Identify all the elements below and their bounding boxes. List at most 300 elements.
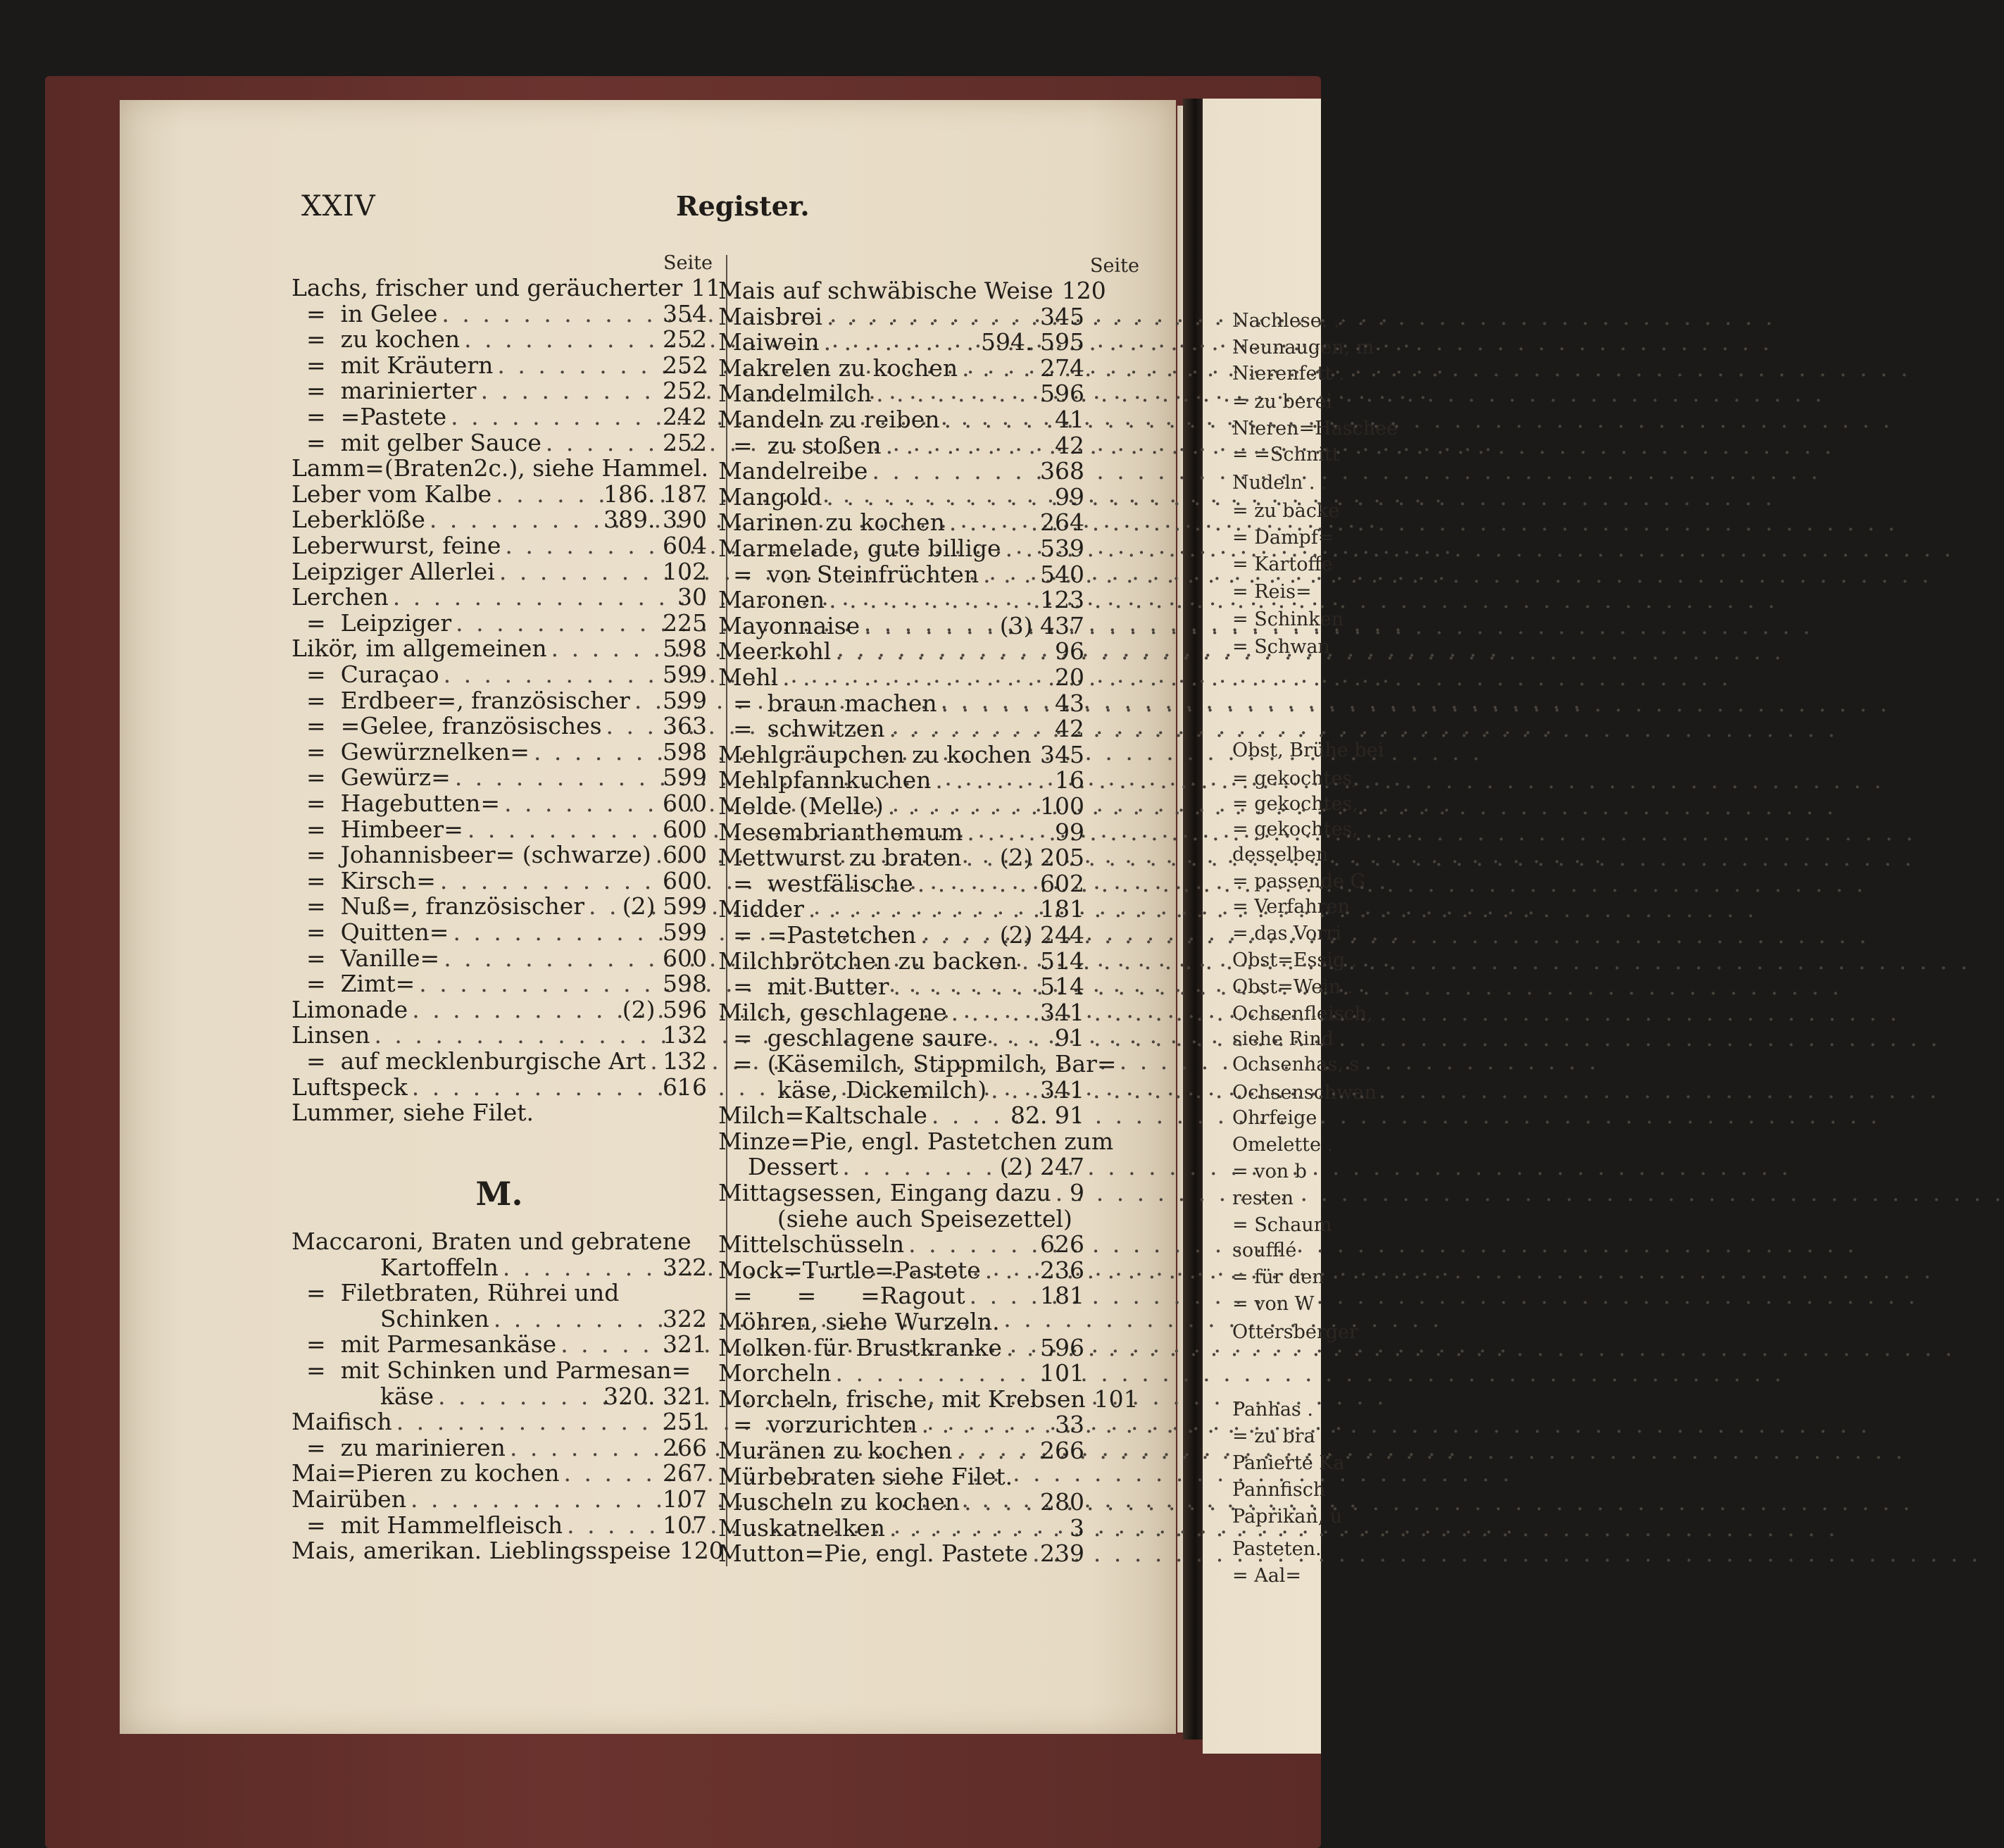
entry-page-ref: 389. 390 <box>603 506 707 534</box>
entry-label: = Johannisbeer= (schwarze) <box>292 841 651 869</box>
leader-dots <box>444 947 658 970</box>
entry-page-ref: 600 <box>663 944 707 972</box>
entry-label: = auf mecklenburgische Art <box>292 1047 646 1075</box>
entry-label: Mock=Turtle=Pastete <box>718 1256 981 1284</box>
next-page-line: = für den <box>1232 1266 1324 1288</box>
leader-dots <box>494 1307 658 1330</box>
entry-label: = geschlagene saure <box>718 1024 988 1052</box>
index-entry <box>292 789 707 817</box>
page-title: Register. <box>676 190 810 222</box>
index-entry <box>292 534 707 557</box>
entry-label: käse <box>292 1382 434 1410</box>
entry-page-ref: 9 <box>1070 1179 1084 1206</box>
leader-dots <box>419 972 658 995</box>
entry-page-ref: 539 <box>1040 535 1084 562</box>
leader-dots <box>951 1001 1036 1024</box>
entry-page-ref: 341 <box>1040 998 1084 1026</box>
entry-page-ref: 600 <box>663 841 707 869</box>
next-page-line: Obst=Wein . <box>1232 976 1353 998</box>
index-entry <box>292 1433 707 1461</box>
next-page-line: Ohrfeige <box>1232 1107 1317 1129</box>
leader-dots <box>824 330 977 354</box>
entry-label: = Zimt= <box>292 970 415 998</box>
index-entry <box>718 1127 1114 1155</box>
leader-dots <box>957 1439 1036 1462</box>
entry-label: Mehlgräupchen zu kochen <box>718 740 1032 768</box>
index-entry <box>292 1382 707 1410</box>
index-entry <box>292 274 721 301</box>
leader-dots <box>503 1256 658 1279</box>
index-entry <box>292 737 707 766</box>
next-page-line: Pasteten. <box>1232 1538 1322 1560</box>
leader-dots <box>964 1490 1036 1513</box>
entry-page-ref: 41 <box>1055 406 1084 433</box>
next-page-line: desselben <box>1232 844 1329 866</box>
next-page-line: Panhas . <box>1232 1399 1313 1421</box>
next-page-line: Nieren=Haschee <box>1232 418 1398 439</box>
entry-label: = Vanille= <box>292 944 440 972</box>
entry-label: Makrelen zu kochen <box>718 354 958 382</box>
next-page-line: resten <box>1232 1187 1294 1209</box>
index-entry <box>718 1204 1084 1232</box>
index-entry <box>718 1075 1084 1104</box>
entry-label: Maiwein <box>718 328 820 356</box>
entry-label: Maccaroni, Braten und gebratene <box>292 1228 691 1255</box>
entry-label: Lummer, siehe Filet. <box>292 1099 534 1127</box>
leader-dots <box>918 872 1036 895</box>
entry-page-ref: 596 <box>1040 380 1084 408</box>
entry-page-ref: 341 <box>1040 1075 1084 1104</box>
entry-page-ref: 598 <box>663 635 707 663</box>
index-entry <box>718 1282 1084 1310</box>
entry-page-ref: 320. 321 <box>603 1382 707 1410</box>
index-entry <box>718 1024 1084 1052</box>
leader-dots <box>411 1487 658 1511</box>
leader-dots <box>438 1385 599 1408</box>
index-entry <box>292 1253 707 1281</box>
leader-dots <box>567 1513 658 1537</box>
entry-label: Mesembrianthemum <box>718 818 963 846</box>
entry-page-ref: 594. 595 <box>981 328 1084 356</box>
entry-label: Mairüben <box>292 1485 406 1513</box>
index-entry <box>292 763 707 792</box>
entry-label: Mettwurst zu braten <box>718 844 962 872</box>
entry-label: Mai=Pieren zu kochen <box>292 1459 560 1487</box>
leader-dots <box>505 534 658 557</box>
entry-label: Mangold <box>718 482 822 511</box>
index-entry <box>718 973 1084 1001</box>
entry-page-ref: 42 <box>1055 431 1084 459</box>
entry-page-ref: 280 <box>1040 1488 1084 1516</box>
entry-page-ref: 251 <box>663 1408 707 1436</box>
entry-label: Midder <box>718 895 804 923</box>
entry-page-ref: 599 <box>663 918 707 946</box>
index-entry <box>292 866 707 894</box>
leader-dots <box>970 1284 1036 1307</box>
leader-dots <box>991 1026 1051 1049</box>
index-entry <box>292 377 707 405</box>
leader-dots <box>949 511 1036 534</box>
entry-label: Muskatnelken <box>718 1513 886 1542</box>
index-entry <box>292 557 707 585</box>
index-entry <box>718 560 1084 588</box>
leader-dots <box>396 1410 658 1433</box>
entry-label: Dessert <box>718 1153 839 1181</box>
index-entry <box>718 302 1084 330</box>
next-page-line: Nudeln . . <box>1232 472 1327 494</box>
entry-page-ref: 600 <box>663 866 707 894</box>
index-entry <box>718 1439 1084 1462</box>
index-entry <box>292 1049 707 1073</box>
entry-page-ref: 225 <box>663 608 707 637</box>
entry-label: = schwitzen <box>718 715 885 743</box>
leader-dots <box>453 920 658 944</box>
entry-page-ref: (2) 244 <box>999 921 1084 949</box>
index-entry <box>718 1513 1084 1542</box>
leader-dots <box>1006 537 1036 560</box>
entry-page-ref: (2) 247 <box>999 1153 1084 1181</box>
leader-dots <box>962 356 1036 380</box>
entry-page-ref: 514 <box>1040 947 1084 975</box>
leader-dots <box>496 482 599 506</box>
entry-label: Mais auf schwäbische Weise <box>718 277 1053 304</box>
index-entry <box>718 508 1084 537</box>
entry-page-ref: 120 <box>679 1537 724 1565</box>
index-entry <box>292 970 707 998</box>
leader-dots <box>894 975 1036 998</box>
leader-dots <box>922 1413 1051 1436</box>
index-entry <box>718 277 1106 304</box>
index-entry <box>292 405 707 428</box>
leader-dots <box>782 666 1051 689</box>
leader-dots <box>430 508 599 531</box>
leader-dots <box>872 459 1036 482</box>
leader-dots <box>464 327 658 351</box>
index-entry <box>292 1461 707 1485</box>
next-page-line: = Kartoffe <box>1232 554 1333 575</box>
leader-dots <box>920 923 996 947</box>
index-entry <box>718 457 1084 485</box>
leader-dots <box>827 305 1036 328</box>
entry-page-ref: 274 <box>1040 354 1084 382</box>
entry-page-ref: 599 <box>663 763 707 792</box>
entry-page-ref: 20 <box>1055 663 1084 691</box>
entry-page-ref: 598 <box>663 970 707 998</box>
entry-page-ref: 107 <box>663 1511 707 1539</box>
leader-dots <box>1006 1336 1036 1359</box>
entry-label: Lerchen <box>292 583 389 611</box>
entry-label: = Gewürz= <box>292 763 451 792</box>
entry-label: Kartoffeln <box>292 1253 499 1281</box>
entry-label: Maifisch <box>292 1408 392 1436</box>
entry-page-ref: 82. 91 <box>1010 1101 1084 1130</box>
entry-label: Muscheln zu kochen <box>718 1488 960 1516</box>
next-page-line: = zu berei <box>1232 391 1333 413</box>
entry-label: Minze=Pie, engl. Pastetchen zum <box>718 1127 1114 1155</box>
entry-label: = Kirsch= <box>292 866 436 894</box>
index-entry <box>718 1540 1084 1568</box>
entry-page-ref: 264 <box>1040 508 1084 537</box>
next-page-line: = Reis= <box>1232 581 1312 603</box>
entry-label: = (Käsemilch, Stippmilch, Bar= <box>718 1050 1117 1078</box>
index-entry <box>292 1356 707 1384</box>
entry-label: Lachs, frischer und geräucherter <box>292 274 683 301</box>
entry-page-ref: 107 <box>663 1485 707 1513</box>
index-entry <box>718 1153 1084 1181</box>
leader-dots <box>497 354 658 377</box>
next-page-line: = Verfahren <box>1232 896 1350 918</box>
next-page-line: = passende G <box>1232 870 1366 892</box>
index-entry <box>292 1304 707 1332</box>
entry-label: Molken für Brustkranke <box>718 1333 1002 1361</box>
entry-page-ref: 599 <box>663 661 707 688</box>
next-page-line: Panierte Ka <box>1232 1452 1345 1474</box>
page-number: XXIV <box>301 190 376 223</box>
entry-label: Milch=Kaltschale <box>718 1101 927 1130</box>
next-page-line: Nachlese. . <box>1232 310 1340 332</box>
section-letter: M. <box>475 1175 523 1213</box>
leader-dots <box>481 379 658 402</box>
left-column-heading: Seite <box>663 252 713 274</box>
next-page-line: = gekochtes, <box>1232 793 1358 815</box>
entry-page-ref: 239 <box>1040 1540 1084 1568</box>
leader-dots <box>455 766 658 789</box>
entry-page-ref: 11 <box>691 274 721 301</box>
entry-page-ref: 100 <box>1040 792 1084 820</box>
entry-page-ref: 101 <box>1094 1385 1139 1413</box>
next-page-line: = Schwan <box>1232 636 1330 658</box>
next-page-line: = zu backe <box>1232 500 1340 522</box>
index-entry <box>292 1023 707 1047</box>
entry-label: Mais, amerikan. Lieblingsspeise <box>292 1537 671 1565</box>
index-entry <box>292 686 707 714</box>
next-page-line: Neunaugen, m <box>1232 337 1374 358</box>
next-page-line: = Dampf= <box>1232 527 1334 549</box>
entry-label: Limonade <box>292 995 408 1023</box>
leader-dots <box>941 692 1051 715</box>
entry-label: = braun machen <box>718 689 937 717</box>
leader-dots <box>510 1436 658 1459</box>
index-entry <box>718 330 1084 354</box>
index-entry <box>292 894 707 918</box>
entry-label: Marmelade, gute billige <box>718 535 1001 562</box>
entry-page-ref: 99 <box>1055 818 1084 846</box>
leader-dots <box>499 560 658 583</box>
leader-dots <box>634 689 658 712</box>
entry-label: Leberwurst, feine <box>292 532 501 559</box>
entry-page-ref: 540 <box>1040 560 1084 588</box>
entry-label: = = =Ragout <box>718 1282 965 1310</box>
index-entry <box>292 299 707 327</box>
leader-dots <box>983 563 1036 586</box>
entry-page-ref: 267 <box>663 1459 707 1487</box>
index-entry <box>292 1408 707 1436</box>
entry-label: = Nuß=, französischer <box>292 892 585 920</box>
leader-dots <box>888 794 1036 818</box>
entry-page-ref: 363 <box>663 712 707 740</box>
leader-dots <box>1022 949 1036 973</box>
leader-dots <box>546 431 658 454</box>
index-entry <box>718 611 1084 639</box>
entry-label: (siehe auch Speisezettel) <box>718 1204 1072 1232</box>
entry-page-ref: 322 <box>663 1304 707 1332</box>
next-page-line: = von b <box>1232 1161 1307 1182</box>
leader-dots <box>1056 1181 1065 1204</box>
index-entry <box>718 1411 1084 1439</box>
entry-label: Leberklöße <box>292 506 425 534</box>
next-page-line: siehe Rind <box>1232 1028 1334 1050</box>
entry-page-ref: 599 <box>663 686 707 714</box>
entry-label: Milchbrötchen zu backen <box>718 947 1017 975</box>
entry-page-ref: 91 <box>1055 1024 1084 1052</box>
entry-label: Mandelreibe <box>718 457 868 485</box>
entry-label: Mandelmilch <box>718 380 872 408</box>
entry-page-ref: 252 <box>663 428 707 456</box>
index-entry <box>718 537 1084 560</box>
index-entry <box>292 482 707 506</box>
index-entry <box>292 325 707 354</box>
entry-label: Luftspeck <box>292 1073 408 1101</box>
entry-page-ref: 626 <box>1040 1230 1084 1259</box>
entry-label: Melde (Melle) <box>718 792 884 820</box>
entry-label: Milch, geschlagene <box>718 998 947 1026</box>
entry-page-ref: 132 <box>663 1047 707 1075</box>
leader-dots <box>889 717 1051 740</box>
leader-dots <box>876 382 1036 405</box>
leader-dots <box>886 434 1051 457</box>
index-entry <box>718 431 1084 459</box>
entry-page-ref: 321 <box>663 1330 707 1359</box>
entry-label: Leber vom Kalbe <box>292 480 492 508</box>
index-entry <box>718 844 1084 872</box>
entry-page-ref: 99 <box>1055 482 1084 511</box>
entry-page-ref: 354 <box>663 299 707 327</box>
entry-label: Mittagsessen, Eingang dazu <box>718 1179 1051 1206</box>
leader-dots <box>935 768 1051 792</box>
index-entry <box>292 1230 707 1253</box>
leader-dots <box>966 846 996 869</box>
leader-dots <box>991 1078 1036 1101</box>
entry-page-ref: 181 <box>1040 895 1084 923</box>
entry-page-ref: 368 <box>1040 457 1084 485</box>
entry-label: Morcheln, frische, mit Krebsen <box>718 1385 1086 1413</box>
next-page-line: Paprikan, u <box>1232 1506 1343 1528</box>
next-page-line: = Aal= <box>1232 1565 1302 1587</box>
entry-label: Maisbrei <box>718 302 822 330</box>
index-entry <box>292 1537 724 1565</box>
leader-dots <box>606 714 658 737</box>
index-entry <box>718 998 1084 1026</box>
page-header <box>301 190 1111 225</box>
index-entry <box>718 923 1084 947</box>
leader-dots <box>564 1461 658 1485</box>
entry-label: Morcheln <box>718 1359 832 1387</box>
index-entry <box>718 586 1084 614</box>
entry-page-ref: 600 <box>663 789 707 817</box>
entry-label: = in Gelee <box>292 299 438 327</box>
entry-label: Mandeln zu reiben <box>718 406 940 433</box>
entry-label: = mit Schinken und Parmesan= <box>292 1356 691 1384</box>
index-entry <box>292 428 707 456</box>
leader-dots <box>561 1332 658 1356</box>
entry-page-ref: 345 <box>1040 302 1084 330</box>
entry-label: = zu stoßen <box>718 431 882 459</box>
right-column-heading: Seite <box>1090 255 1139 277</box>
leader-dots <box>842 1155 995 1178</box>
entry-label: Mehlpfannkuchen <box>718 766 932 794</box>
next-page-line: soufflé <box>1232 1240 1297 1261</box>
index-entry <box>292 506 707 534</box>
index-entry <box>718 740 1084 768</box>
entry-label: = mit Parmesankäse <box>292 1330 557 1359</box>
next-page-line: Obst=Essig . <box>1232 949 1358 971</box>
index-entry <box>718 1181 1084 1204</box>
entry-label: Schinken <box>292 1304 489 1332</box>
entry-label: = Erdbeer=, französischer <box>292 686 630 714</box>
entry-page-ref: 42 <box>1055 715 1084 743</box>
index-entry <box>718 820 1084 844</box>
leader-dots <box>908 1232 1036 1256</box>
next-page-line: = Schinken <box>1232 608 1344 630</box>
index-entry <box>292 712 707 740</box>
index-entry <box>718 663 1084 691</box>
leader-dots <box>944 408 1051 431</box>
entry-label: Leipziger Allerlei <box>292 557 495 585</box>
entry-page-ref: 252 <box>663 377 707 405</box>
index-entry <box>292 663 707 686</box>
entry-page-ref: 3 <box>1070 1513 1084 1542</box>
index-entry <box>292 815 707 843</box>
entry-label: = Filetbraten, Rührei und <box>292 1279 620 1307</box>
entry-page-ref: 596 <box>1040 1333 1084 1361</box>
leader-dots <box>836 1361 1036 1385</box>
next-page-line: = das Vorri <box>1232 923 1341 944</box>
leader-dots <box>534 740 658 763</box>
entry-page-ref: 602 <box>1040 869 1084 897</box>
index-entry <box>718 1361 1084 1385</box>
entry-page-ref: 322 <box>663 1253 707 1281</box>
leader-dots <box>393 585 673 608</box>
entry-label: = von Steinfrüchten <box>718 560 979 588</box>
entry-page-ref: 181 <box>1040 1282 1084 1310</box>
entry-label: = =Pastetchen <box>718 921 917 949</box>
leader-dots <box>440 869 658 892</box>
entry-page-ref: 236 <box>1040 1256 1084 1284</box>
entry-label: = mit Hammelfleisch <box>292 1511 563 1539</box>
index-entry <box>718 380 1084 408</box>
entry-page-ref: 33 <box>1055 1411 1084 1439</box>
leader-dots <box>826 485 1051 508</box>
index-entry <box>718 356 1084 380</box>
entry-page-ref: 252 <box>663 325 707 354</box>
leader-dots <box>985 1259 1036 1282</box>
next-page-line: = Schaum <box>1232 1214 1332 1236</box>
leader-dots <box>656 843 658 866</box>
index-entry <box>718 1256 1084 1284</box>
next-page-line: Nierenfett . <box>1232 363 1345 385</box>
leader-dots <box>412 998 618 1021</box>
entry-label: Mayonnaise <box>718 611 860 639</box>
entry-page-ref: 96 <box>1055 637 1084 666</box>
index-entry <box>292 1513 707 1537</box>
entry-page-ref: 43 <box>1055 689 1084 717</box>
index-entry <box>718 1230 1084 1259</box>
entry-label: Maronen <box>718 586 825 614</box>
leader-dots <box>967 820 1051 844</box>
entry-label: = mit Butter <box>718 973 889 1001</box>
entry-label: Likör, im allgemeinen <box>292 635 547 663</box>
leader-dots <box>451 405 658 428</box>
